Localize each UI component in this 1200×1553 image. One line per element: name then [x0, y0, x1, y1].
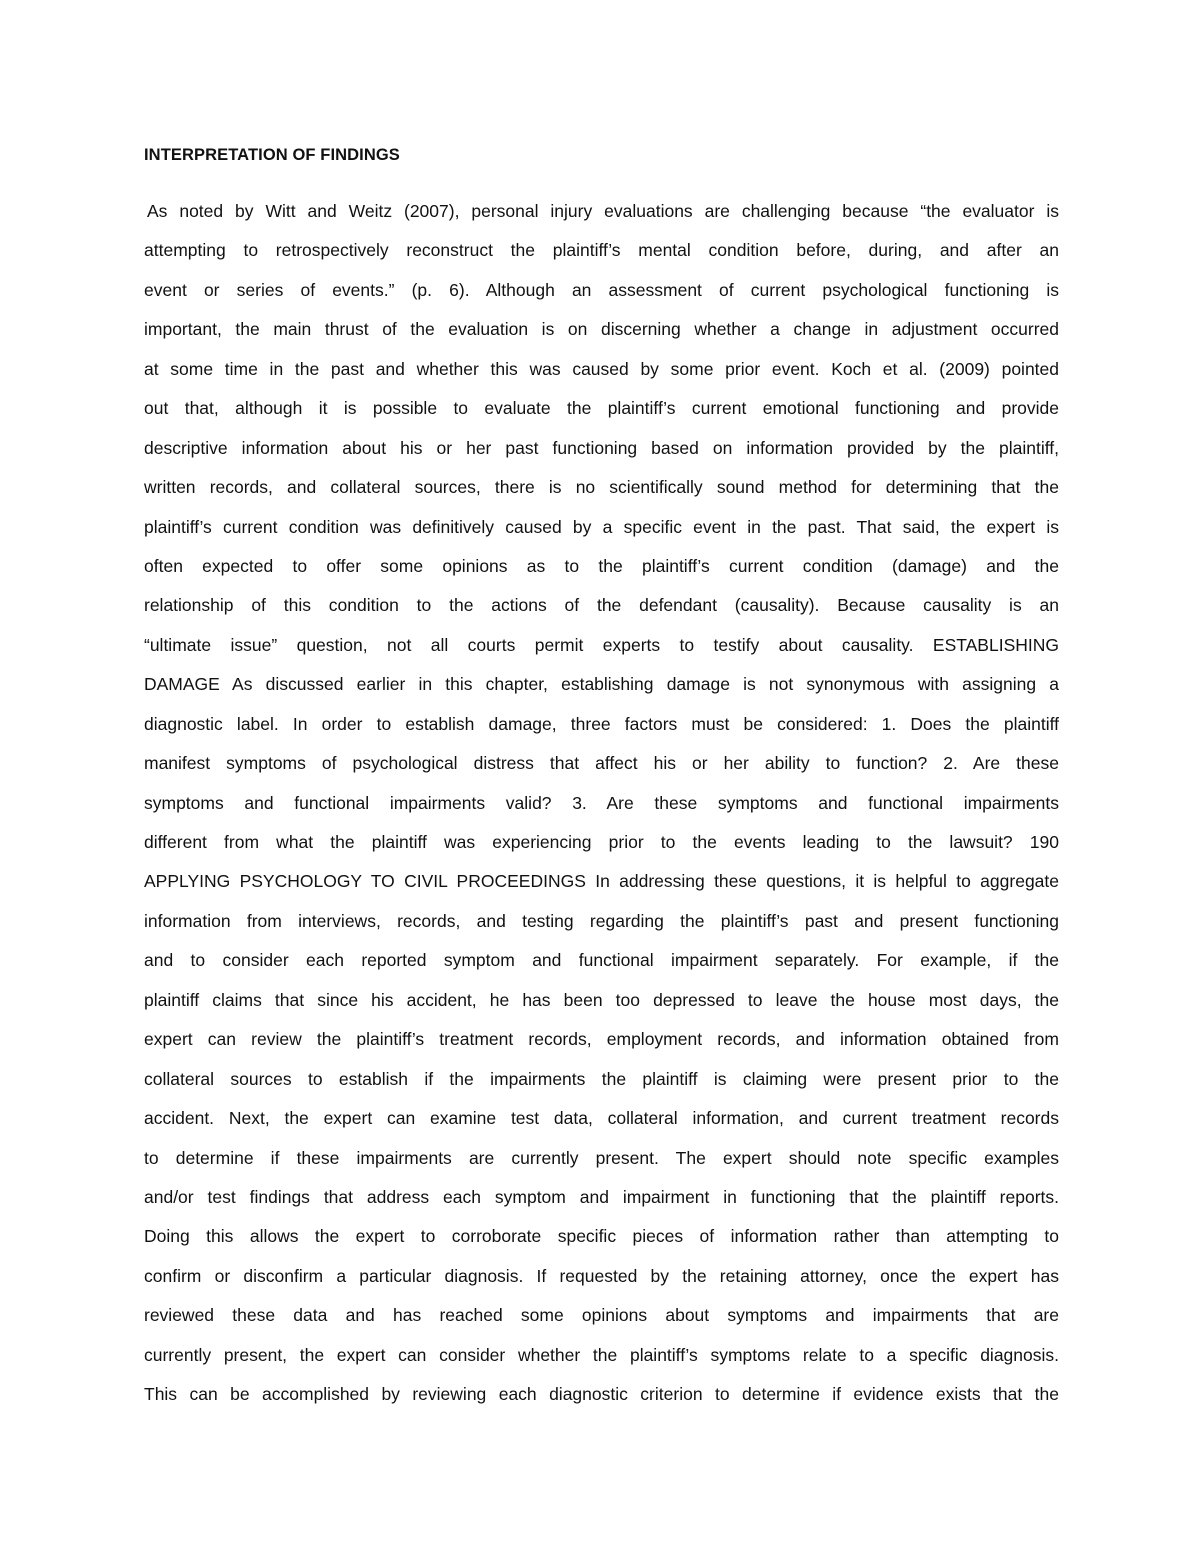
text-line: confirm or disconfirm a particular diagnosis. If requested by the retaining attorney, once the expert has: [144, 1265, 1059, 1286]
text-line: Doing this allows the expert to corroborate specific pieces of information rather than attempting to: [144, 1226, 1059, 1247]
text-line: event or series of events.” (p. 6). Although an assessment of current psychological functioning is: [144, 279, 1059, 300]
text-line: expert can review the plaintiff’s treatment records, employment records, and information obtained from: [144, 1029, 1059, 1050]
text-line: written records, and collateral sources, there is no scientifically sound method for determining that the: [144, 477, 1059, 498]
text-line: collateral sources to establish if the impairments the plaintiff is claiming were present prior to the: [144, 1068, 1059, 1089]
text-line: As noted by Witt and Weitz (2007), personal injury evaluations are challenging because “the evaluator is: [147, 201, 1059, 221]
text-line: “ultimate issue” question, not all courts permit experts to testify about causality. ESTABLISHING: [144, 634, 1059, 655]
text-line: This can be accomplished by reviewing each diagnostic criterion to determine if evidence exists that the: [144, 1384, 1059, 1405]
text-line: at some time in the past and whether this was caused by some prior event. Koch et al. (2009) pointed: [144, 358, 1059, 379]
text-line: reviewed these data and has reached some opinions about symptoms and impairments that are: [144, 1305, 1059, 1326]
text-line: plaintiff claims that since his accident, he has been too depressed to leave the house most days, the: [144, 989, 1059, 1010]
text-line: APPLYING PSYCHOLOGY TO CIVIL PROCEEDINGS In addressing these questions, it is helpful to aggregate: [144, 871, 1059, 892]
text-line: DAMAGE As discussed earlier in this chapter, establishing damage is not synonymous with assigning a: [144, 674, 1059, 695]
section-heading: INTERPRETATION OF FINDINGS: [144, 146, 400, 164]
text-line: out that, although it is possible to evaluate the plaintiff’s current emotional functioning and provide: [144, 398, 1059, 419]
text-line: and/or test findings that address each symptom and impairment in functioning that the plaintiff reports.: [144, 1186, 1059, 1207]
text-line: and to consider each reported symptom and functional impairment separately. For example, if the: [144, 950, 1059, 971]
body-text: [144, 198, 1059, 1421]
text-line: manifest symptoms of psychological distress that affect his or her ability to function? 2. Are these: [144, 753, 1059, 774]
text-line: to determine if these impairments are currently present. The expert should note specific examples: [144, 1147, 1059, 1168]
text-line: currently present, the expert can consider whether the plaintiff’s symptoms relate to a specific diagnosis.: [144, 1344, 1059, 1365]
text-line: important, the main thrust of the evaluation is on discerning whether a change in adjustment occurred: [144, 319, 1059, 340]
text-line: information from interviews, records, and testing regarding the plaintiff’s past and present functioning: [144, 910, 1059, 931]
text-line: accident. Next, the expert can examine test data, collateral information, and current treatment records: [144, 1108, 1059, 1129]
text-line: descriptive information about his or her past functioning based on information provided by the plaintiff,: [144, 437, 1059, 458]
text-line: different from what the plaintiff was experiencing prior to the events leading to the lawsuit? 190: [144, 832, 1059, 852]
text-line: attempting to retrospectively reconstruct the plaintiff’s mental condition before, during, and after an: [144, 240, 1059, 261]
text-line: diagnostic label. In order to establish damage, three factors must be considered: 1. Does the plaintiff: [144, 713, 1059, 734]
text-line: symptoms and functional impairments valid? 3. Are these symptoms and functional impairments: [144, 792, 1059, 813]
text-line: relationship of this condition to the actions of the defendant (causality). Because causality is an: [144, 595, 1059, 616]
text-line: plaintiff’s current condition was definitively caused by a specific event in the past. That said, the expert is: [144, 516, 1059, 537]
text-line: often expected to offer some opinions as to the plaintiff’s current condition (damage) and the: [144, 555, 1059, 576]
